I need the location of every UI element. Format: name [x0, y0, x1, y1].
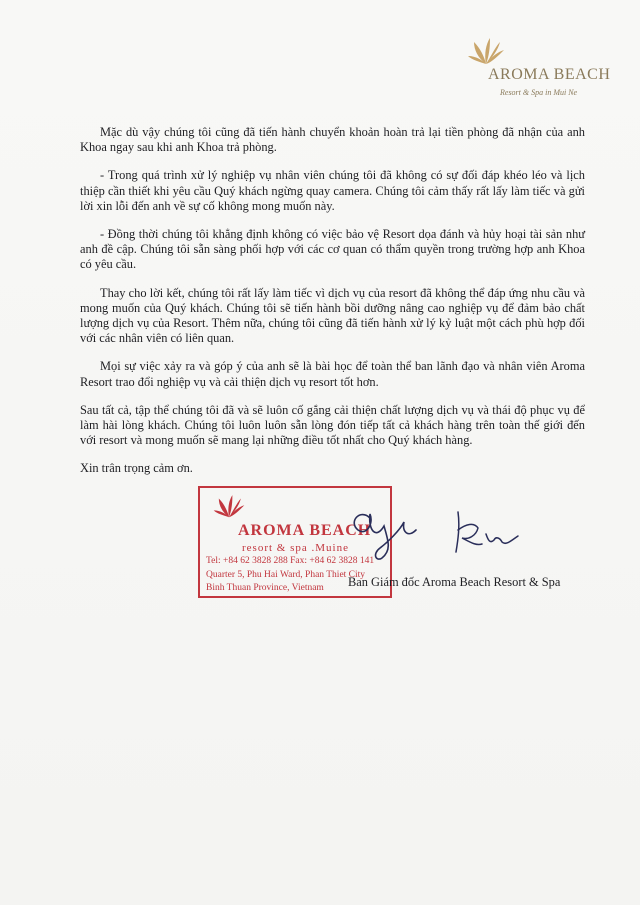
stamp-brand: AROMA BEACH — [238, 522, 372, 539]
letterhead-brand: AROMA BEACH — [488, 66, 611, 83]
letterhead-tagline: Resort & Spa in Mui Ne — [500, 88, 578, 97]
stamp-lotus-icon — [212, 492, 246, 522]
paragraph-security-statement: - Đồng thời chúng tôi khẳng định không có việc bảo vệ Resort dọa đánh và hủy hoại tài sản như anh đề cập. Chúng tôi sẵn sàng phối hợp với các cơ quan có thẩm quyền trong trường hợp anh Khoa có yêu cầu. — [80, 227, 585, 272]
lotus-logo-icon — [466, 36, 506, 68]
stamp-phone: Tel: +84 62 3828 288 Fax: +84 62 3828 141 — [206, 556, 375, 566]
letterhead-logo — [460, 36, 610, 100]
stamp-subtitle: resort & spa .Muine — [242, 542, 349, 554]
stamp-address-line-1: Quarter 5, Phu Hai Ward, Phan Thiet City — [206, 570, 366, 580]
paragraph-refund: Mặc dù vậy chúng tôi cũng đã tiến hành chuyển khoản hoàn trả lại tiền phòng đã nhận của anh Khoa ngay sau khi anh Khoa trả phòng. — [80, 125, 585, 155]
paragraph-conclusion: Thay cho lời kết, chúng tôi rất lấy làm tiếc vì dịch vụ của resort đã không thể đáp ứng nhu cầu và mong muốn của Quý khách. Chúng tôi sẽ tiến hành bồi dưỡng nâng cao nghiệp vụ để đảm bảo chất lượng dịch vụ của Resort. Thêm nữa, chúng tôi cũng đã tiến hành xử lý kỷ luật một cách phù hợp đối với các nhân viên có liên quan. — [80, 285, 585, 346]
paragraph-staff-apology: - Trong quá trình xử lý nghiệp vụ nhân viên chúng tôi đã không có sự đối đáp khéo léo và lịch thiệp cần thiết khi yêu cầu Quý khách ngừng quay camera. Chúng tôi cảm thấy rất lấy làm tiếc và gửi lời xin lỗi đến anh về sự cố không mong muốn này. — [80, 168, 585, 213]
paragraph-lessons: Mọi sự việc xảy ra và góp ý của anh sẽ là bài học để toàn thể ban lãnh đạo và nhân viên Aroma Resort trao đổi nghiệp vụ và cải thiện dịch vụ resort tốt hơn. — [80, 359, 585, 389]
letter-body — [80, 125, 585, 477]
stamp-address-line-2: Binh Thuan Province, Vietnam — [206, 583, 324, 593]
closing-line: Xin trân trọng cảm ơn. — [80, 461, 193, 476]
paragraph-commitment: Sau tất cả, tập thể chúng tôi đã và sẽ luôn cố gắng cải thiện chất lượng dịch vụ và thái độ phục vụ để làm hài lòng khách. Chúng tôi luôn luôn sẵn lòng đón tiếp tất cả khách hàng trên toàn thế giới đến với resort và mong muốn sẽ mang lại những điều tốt nhất cho Quý khách hàng. — [80, 402, 585, 448]
signer-title: Ban Giám đốc Aroma Beach Resort & Spa — [348, 575, 561, 589]
handwritten-signature — [330, 500, 530, 570]
